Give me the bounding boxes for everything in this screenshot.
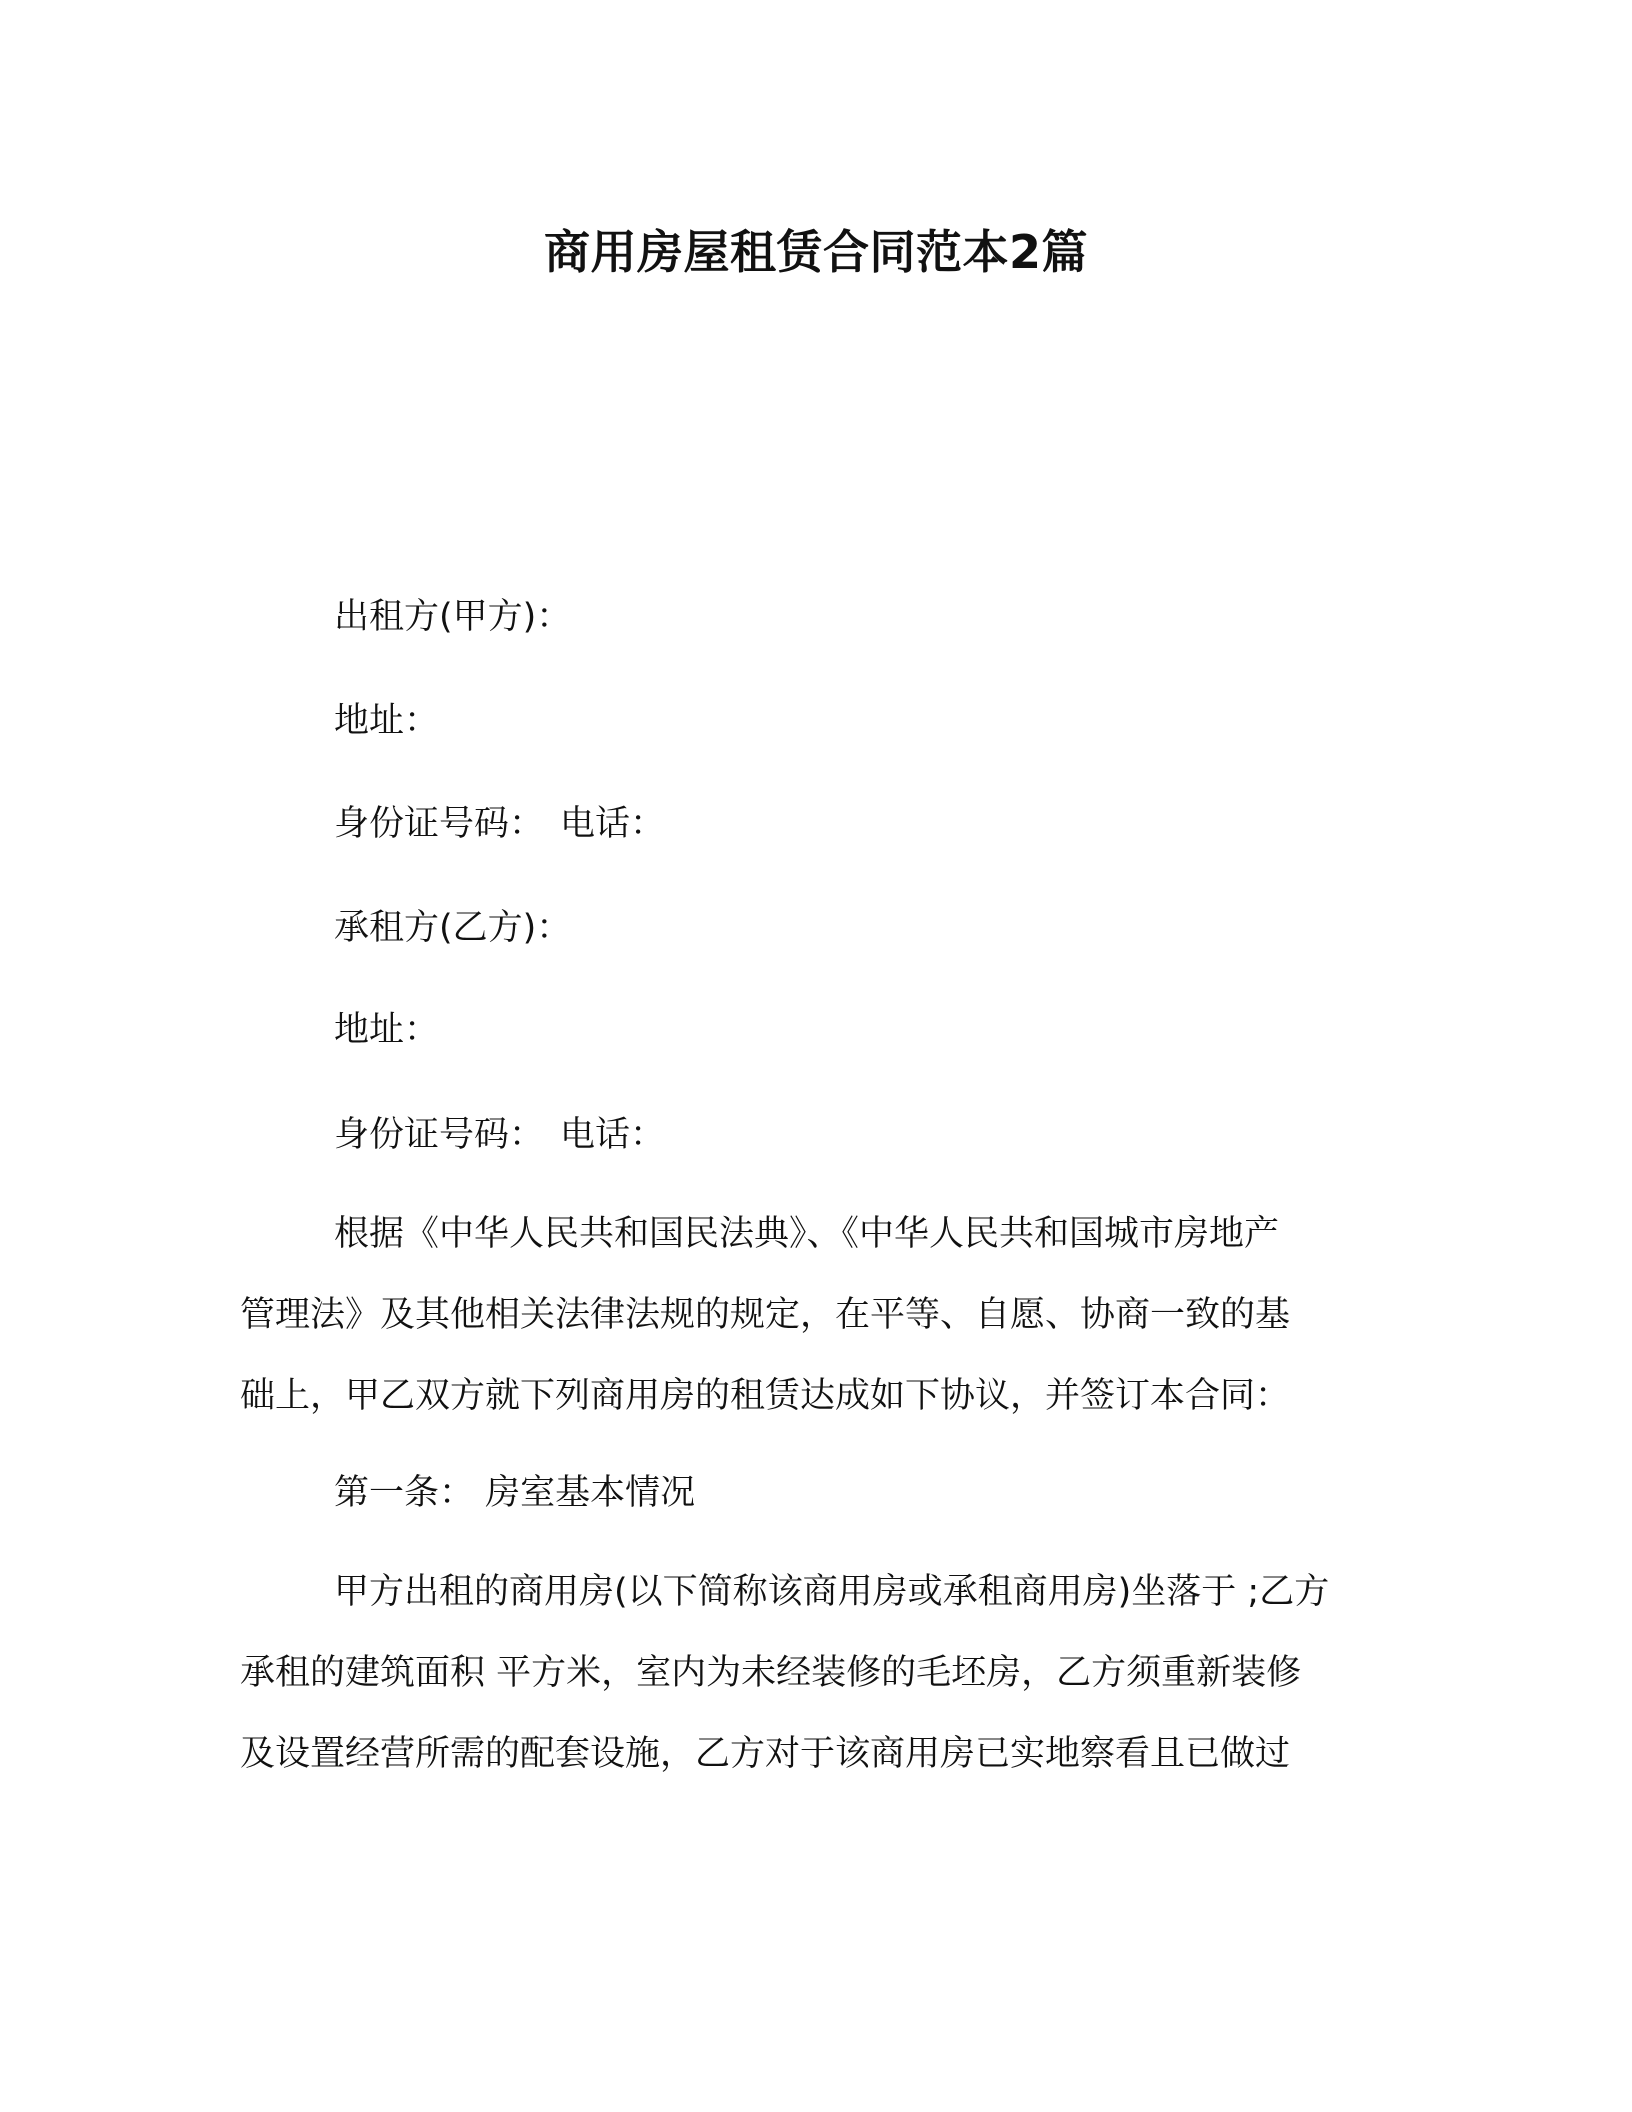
lessee-phone-label: 电话：: [560, 1115, 666, 1155]
article1-heading: 第一条： 房室基本情况: [334, 1473, 696, 1513]
article1-line: 承租的建筑面积 平方米，室内为未经装修的毛坯房，乙方须重新装修: [240, 1653, 1302, 1693]
article1-line: 及设置经营所需的配套设施，乙方对于该商用房已实地察看且已做过: [240, 1734, 1291, 1774]
lessor-id-phone-row: [334, 799, 665, 849]
lessee-id-label: 身份证号码：: [334, 1115, 545, 1155]
article1-paragraph: [240, 1552, 1400, 1795]
preamble-line: 管理法》及其他相关法律法规的规定，在平等、自愿、协商一致的基: [240, 1295, 1291, 1335]
lessor-label: 出租方(甲方)：: [334, 597, 572, 637]
lessor-id-label: 身份证号码：: [334, 804, 545, 844]
lessor-phone-label: 电话：: [560, 804, 666, 844]
article1-line: 甲方出租的商用房(以下简称该商用房或承租商用房)坐落于 ;乙方: [334, 1572, 1330, 1612]
lessor-address-label: 地址：: [334, 701, 440, 741]
preamble-paragraph: [240, 1194, 1400, 1437]
preamble-line: 础上，甲乙双方就下列商用房的租赁达成如下协议，并签订本合同：: [240, 1376, 1291, 1416]
document-title: 商用房屋租赁合同范本2篇: [543, 225, 1088, 279]
lessee-id-phone-row: [334, 1110, 665, 1160]
preamble-line: 根据《中华人民共和国民法典》、《中华人民共和国城市房地产: [334, 1214, 1280, 1254]
lessee-label: 承租方(乙方)：: [334, 908, 572, 948]
lessee-address-label: 地址：: [334, 1010, 440, 1050]
